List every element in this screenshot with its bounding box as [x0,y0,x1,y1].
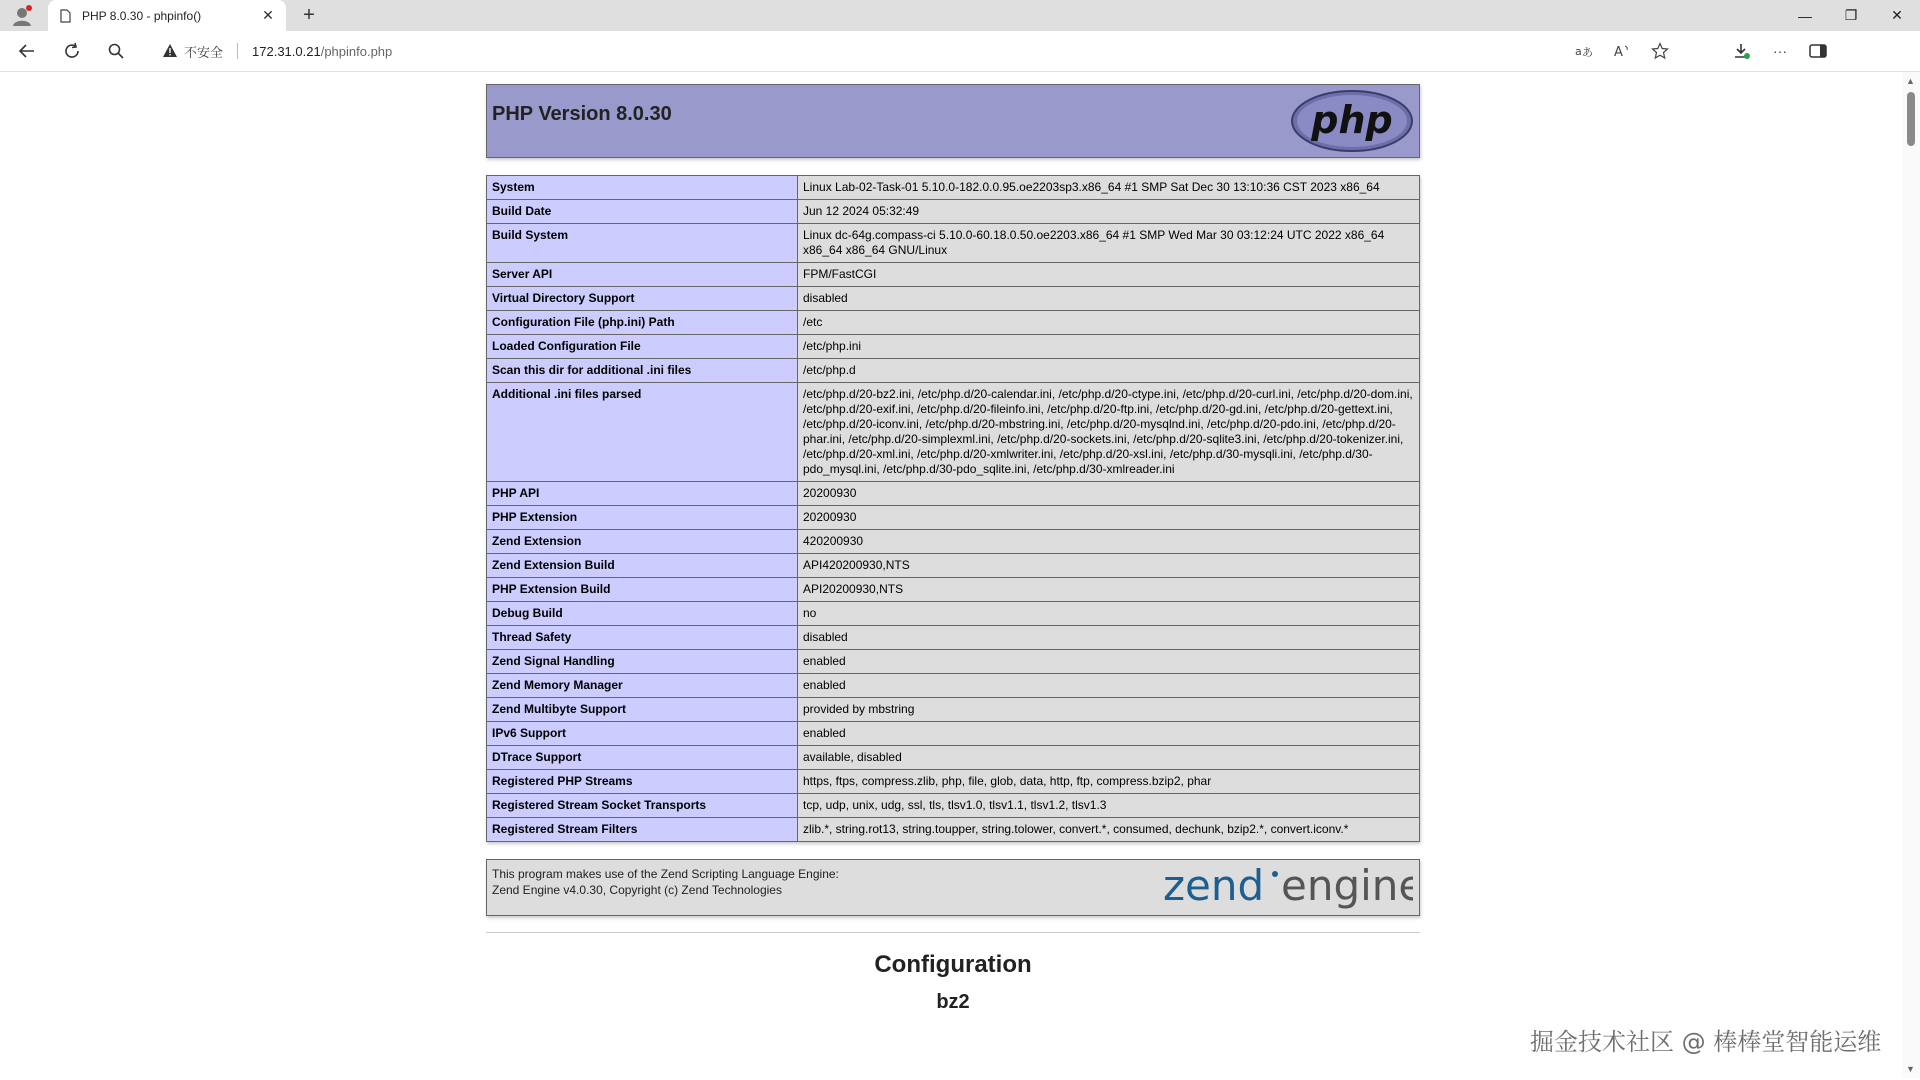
row-value: Jun 12 2024 05:32:49 [798,200,1420,224]
page-viewport [6,72,1896,1078]
scrollbar-thumb[interactable] [1907,92,1915,146]
table-row [487,176,1420,200]
close-icon[interactable]: ✕ [262,7,274,23]
table-row [487,770,1420,794]
row-value: Linux dc-64g.compass-ci 5.10.0-60.18.0.50.oe2203.x86_64 #1 SMP Wed Mar 30 03:12:24 UTC 2022 x86_64 x86_64 x86_64 GNU/Linux [798,224,1420,263]
table-row [487,224,1420,263]
table-row [487,506,1420,530]
zend-engine-logo[interactable] [1163,862,1413,915]
restore-icon[interactable]: ❐ [1844,7,1858,23]
row-value: 20200930 [798,482,1420,506]
zend-credits [492,866,839,898]
translate-icon[interactable] [1572,39,1596,63]
row-key: Zend Extension [487,530,798,554]
table-row [487,335,1420,359]
vertical-scrollbar[interactable] [1902,72,1920,1078]
section-divider [486,932,1420,933]
svg-text:a: a [1575,45,1582,58]
zend-logo-word: zend [1163,862,1265,910]
table-row [487,287,1420,311]
row-value: 420200930 [798,530,1420,554]
row-value: /etc [798,311,1420,335]
row-key: Registered Stream Socket Transports [487,794,798,818]
zend-line-1: This program makes use of the Zend Scripting Language Engine: [492,867,839,881]
minimize-icon[interactable]: — [1798,7,1812,24]
row-key: Zend Extension Build [487,554,798,578]
row-value: available, disabled [798,746,1420,770]
row-value: Linux Lab-02-Task-01 5.10.0-182.0.0.95.oe2203sp3.x86_64 #1 SMP Sat Dec 30 13:10:36 CST 2023 x86_64 [798,176,1420,200]
row-value: API420200930,NTS [798,554,1420,578]
table-row [487,722,1420,746]
url-path[interactable]: /phpinfo.php [320,43,393,59]
sidebar-icon[interactable] [1806,39,1830,63]
insecure-label[interactable]: 不安全 [184,44,224,60]
row-key: DTrace Support [487,746,798,770]
row-key: Zend Memory Manager [487,674,798,698]
row-key: Thread Safety [487,626,798,650]
row-value: disabled [798,626,1420,650]
row-value: https, ftps, compress.zlib, php, file, glob, data, http, ftp, compress.bzip2, phar [798,770,1420,794]
row-value: /etc/php.d/20-bz2.ini, /etc/php.d/20-calendar.ini, /etc/php.d/20-ctype.ini, /etc/php.d/20-curl.ini, /etc/php.d/20-dom.ini, /etc/php.d/20-exif.ini, /etc/php.d/20-fileinfo.ini, /etc/php.d/20-ftp.ini, /etc/php.d/20-gd.ini, /etc/php.d/20-gettext.ini, /etc/php.d/20-iconv.ini, /etc/php.d/20-mbstring.ini, /etc/php.d/20-mysqlnd.ini, /etc/php.d/20-pdo.ini, /etc/php.d/20-phar.ini, /etc/php.d/20-simplexml.ini, /etc/php.d/20-sockets.ini, /etc/php.d/20-sqlite3.ini, /etc/php.d/20-tokenizer.ini, /etc/php.d/20-xml.ini, /etc/php.d/20-xmlwriter.ini, /etc/php.d/20-xsl.ini, /etc/php.d/30-mysqli.ini, /etc/php.d/30-pdo_mysql.ini, /etc/php.d/30-pdo_sqlite.ini, /etc/php.d/30-xmlreader.ini [798,383,1420,482]
back-arrow-icon[interactable] [15,39,39,63]
browser-toolbar [0,31,1920,72]
phpinfo-container [486,84,1420,1014]
search-icon[interactable] [104,39,128,63]
row-value: provided by mbstring [798,698,1420,722]
row-key: Zend Signal Handling [487,650,798,674]
table-row [487,698,1420,722]
row-key: Loaded Configuration File [487,335,798,359]
zend-line-2: Zend Engine v4.0.30, Copyright (c) Zend Technologies [492,883,782,897]
table-row [487,626,1420,650]
configuration-heading: Configuration [874,951,1032,978]
version-header [486,84,1420,158]
php-logo[interactable] [1290,89,1414,158]
table-row [487,482,1420,506]
profile-icon[interactable] [10,4,34,28]
table-row [487,530,1420,554]
read-aloud-icon[interactable] [1610,39,1634,63]
row-key: PHP Extension [487,506,798,530]
watermark: 掘金技术社区 @ 棒棒堂智能运维 [1530,1028,1882,1056]
window-close-icon[interactable]: ✕ [1891,7,1903,23]
zend-engine-box [486,859,1420,916]
tab-strip [0,0,1920,31]
tab-title: PHP 8.0.30 - phpinfo() [82,8,202,23]
more-icon[interactable]: ··· [1773,43,1787,59]
row-key: PHP API [487,482,798,506]
table-row [487,674,1420,698]
scroll-down-icon[interactable]: ▼ [1906,1064,1915,1074]
module-heading-bz2[interactable]: bz2 [936,991,970,1013]
address-divider [237,43,238,59]
table-row [487,359,1420,383]
row-value: FPM/FastCGI [798,263,1420,287]
scroll-up-icon[interactable]: ▲ [1906,76,1915,86]
svg-text:A: A [1614,45,1623,59]
refresh-icon[interactable] [60,39,84,63]
table-row [487,650,1420,674]
table-row [487,311,1420,335]
php-logo-text: php [1311,98,1393,142]
row-key: Server API [487,263,798,287]
star-icon[interactable] [1648,39,1672,63]
row-value: enabled [798,650,1420,674]
row-value: /etc/php.ini [798,335,1420,359]
row-key: Debug Build [487,602,798,626]
row-value: /etc/php.d [798,359,1420,383]
spacer [1686,39,1716,63]
row-value: API20200930,NTS [798,578,1420,602]
row-key: Virtual Directory Support [487,287,798,311]
page-title: PHP Version 8.0.30 [492,103,672,125]
row-value: no [798,602,1420,626]
row-key: Configuration File (php.ini) Path [487,311,798,335]
row-value: zlib.*, string.rot13, string.toupper, string.tolower, convert.*, consumed, dechunk, bzip2.*, convert.iconv.* [798,818,1420,842]
address-bar[interactable] [150,36,1830,66]
page-icon [58,9,72,23]
table-row [487,794,1420,818]
info-table [486,175,1420,842]
warning-icon[interactable] [162,43,178,59]
browser-tab[interactable] [48,0,286,31]
table-row [487,554,1420,578]
table-row [487,746,1420,770]
row-key: Scan this dir for additional .ini files [487,359,798,383]
url-host[interactable]: 172.31.0.21 [252,43,321,59]
table-row [487,200,1420,224]
table-row [487,602,1420,626]
row-key: Zend Multibyte Support [487,698,798,722]
table-row [487,263,1420,287]
plus-icon[interactable]: + [303,4,315,26]
table-row [487,818,1420,842]
row-key: Registered Stream Filters [487,818,798,842]
row-value: tcp, udp, unix, udg, ssl, tls, tlsv1.0, tlsv1.1, tlsv1.2, tlsv1.3 [798,794,1420,818]
row-key: Build System [487,224,798,263]
svg-text:あ: あ [1582,46,1593,59]
engine-logo-word: engine [1281,862,1413,910]
row-key: System [487,176,798,200]
row-key: Registered PHP Streams [487,770,798,794]
download-icon[interactable] [1730,39,1754,63]
row-value: enabled [798,722,1420,746]
row-key: IPv6 Support [487,722,798,746]
row-value: 20200930 [798,506,1420,530]
row-key: PHP Extension Build [487,578,798,602]
table-row [487,383,1420,482]
row-key: Additional .ini files parsed [487,383,798,482]
row-value: disabled [798,287,1420,311]
row-value: enabled [798,674,1420,698]
row-key: Build Date [487,200,798,224]
table-row [487,578,1420,602]
